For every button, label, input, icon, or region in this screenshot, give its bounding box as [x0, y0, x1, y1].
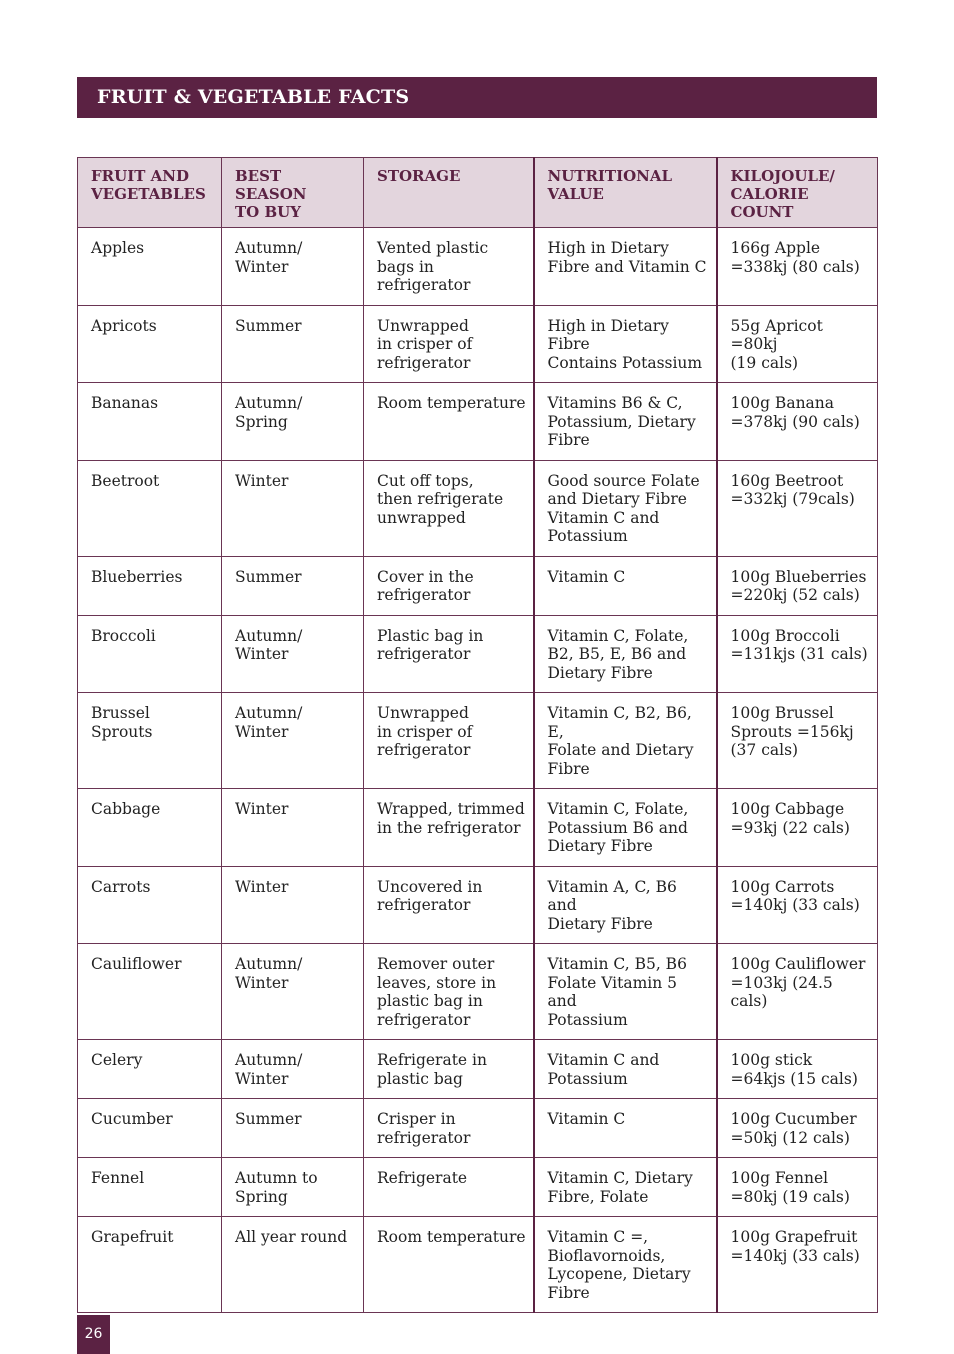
best-season-cell: Autumn/ Winter — [222, 693, 364, 789]
table-row — [78, 305, 878, 383]
table-row — [78, 866, 878, 944]
best-season-cell: Autumn/ Winter — [222, 615, 364, 693]
nutritional-value-cell: Vitamin C, Folate, B2, B5, E, B6 and Dietary Fibre — [534, 615, 717, 693]
item-name-cell: Broccoli — [78, 615, 222, 693]
item-name-cell: Carrots — [78, 866, 222, 944]
nutritional-value-cell: High in Dietary Fibre and Vitamin C — [534, 228, 717, 306]
table-row — [78, 1099, 878, 1158]
kilojoule-cell: 55g Apricot =80kj (19 cals) — [717, 305, 878, 383]
header-storage: STORAGE — [364, 158, 534, 228]
page-number — [77, 1315, 110, 1354]
item-name-cell: Brussel Sprouts — [78, 693, 222, 789]
storage-cell: Room temperature — [364, 383, 534, 461]
storage-cell: Unwrapped in crisper of refrigerator — [364, 693, 534, 789]
best-season-cell: Winter — [222, 460, 364, 556]
storage-cell: Refrigerate — [364, 1158, 534, 1217]
kilojoule-cell: 100g Carrots =140kj (33 cals) — [717, 866, 878, 944]
section-title-banner — [77, 77, 877, 118]
item-name-cell: Fennel — [78, 1158, 222, 1217]
table-row — [78, 615, 878, 693]
table-row — [78, 228, 878, 306]
table-header-row — [78, 158, 878, 228]
storage-cell: Wrapped, trimmed in the refrigerator — [364, 789, 534, 867]
kilojoule-cell: 100g Broccoli =131kjs (31 cals) — [717, 615, 878, 693]
header-fruit-and-vegetables: FRUIT AND VEGETABLES — [78, 158, 222, 228]
item-name-cell: Blueberries — [78, 556, 222, 615]
item-name-cell: Apricots — [78, 305, 222, 383]
nutritional-value-cell: Vitamin C, B5, B6 Folate Vitamin 5 and Potassium — [534, 944, 717, 1040]
best-season-cell: Winter — [222, 789, 364, 867]
header-kilojoule-calorie-count: KILOJOULE/ CALORIE COUNT — [717, 158, 878, 228]
kilojoule-cell: 100g Brussel Sprouts =156kj (37 cals) — [717, 693, 878, 789]
nutritional-value-cell: Vitamin C, Folate, Potassium B6 and Dietary Fibre — [534, 789, 717, 867]
item-name-cell: Cabbage — [78, 789, 222, 867]
storage-cell: Cut off tops, then refrigerate unwrapped — [364, 460, 534, 556]
table-row — [78, 383, 878, 461]
best-season-cell: Summer — [222, 556, 364, 615]
item-name-cell: Grapefruit — [78, 1217, 222, 1313]
nutritional-value-cell: Vitamin C, Dietary Fibre, Folate — [534, 1158, 717, 1217]
best-season-cell: Autumn/ Spring — [222, 383, 364, 461]
best-season-cell: Summer — [222, 1099, 364, 1158]
kilojoule-cell: 100g Cabbage =93kj (22 cals) — [717, 789, 878, 867]
kilojoule-cell: 166g Apple =338kj (80 cals) — [717, 228, 878, 306]
table-row — [78, 1217, 878, 1313]
item-name-cell: Celery — [78, 1040, 222, 1099]
kilojoule-cell: 100g Cucumber =50kj (12 cals) — [717, 1099, 878, 1158]
kilojoule-cell: 100g Cauliflower =103kj (24.5 cals) — [717, 944, 878, 1040]
kilojoule-cell: 100g Banana =378kj (90 cals) — [717, 383, 878, 461]
item-name-cell: Bananas — [78, 383, 222, 461]
storage-cell: Cover in the refrigerator — [364, 556, 534, 615]
table-row — [78, 460, 878, 556]
item-name-cell: Cauliflower — [78, 944, 222, 1040]
kilojoule-cell: 100g Grapefruit =140kj (33 cals) — [717, 1217, 878, 1313]
table-row — [78, 789, 878, 867]
kilojoule-cell: 160g Beetroot =332kj (79cals) — [717, 460, 878, 556]
item-name-cell: Beetroot — [78, 460, 222, 556]
table-row — [78, 1040, 878, 1099]
kilojoule-cell: 100g Fennel =80kj (19 cals) — [717, 1158, 878, 1217]
storage-cell: Vented plastic bags in refrigerator — [364, 228, 534, 306]
header-best-season: BEST SEASON TO BUY — [222, 158, 364, 228]
best-season-cell: Autumn/ Winter — [222, 1040, 364, 1099]
nutritional-value-cell: Vitamin C and Potassium — [534, 1040, 717, 1099]
table-row — [78, 1158, 878, 1217]
nutritional-value-cell: Good source Folate and Dietary Fibre Vitamin C and Potassium — [534, 460, 717, 556]
nutritional-value-cell: Vitamin C — [534, 556, 717, 615]
table-row — [78, 556, 878, 615]
best-season-cell: All year round — [222, 1217, 364, 1313]
best-season-cell: Summer — [222, 305, 364, 383]
best-season-cell: Autumn to Spring — [222, 1158, 364, 1217]
storage-cell: Uncovered in refrigerator — [364, 866, 534, 944]
nutritional-value-cell: Vitamins B6 & C, Potassium, Dietary Fibre — [534, 383, 717, 461]
table-row — [78, 944, 878, 1040]
storage-cell: Remover outer leaves, store in plastic bag in refrigerator — [364, 944, 534, 1040]
fruit-vegetable-table — [77, 157, 878, 1313]
nutritional-value-cell: Vitamin C =, Bioflavornoids, Lycopene, Dietary Fibre — [534, 1217, 717, 1313]
nutritional-value-cell: High in Dietary Fibre Contains Potassium — [534, 305, 717, 383]
storage-cell: Refrigerate in plastic bag — [364, 1040, 534, 1099]
item-name-cell: Cucumber — [78, 1099, 222, 1158]
nutritional-value-cell: Vitamin C — [534, 1099, 717, 1158]
kilojoule-cell: 100g stick =64kjs (15 cals) — [717, 1040, 878, 1099]
header-nutritional-value: NUTRITIONAL VALUE — [534, 158, 717, 228]
best-season-cell: Winter — [222, 866, 364, 944]
kilojoule-cell: 100g Blueberries =220kj (52 cals) — [717, 556, 878, 615]
storage-cell: Crisper in refrigerator — [364, 1099, 534, 1158]
table-body — [78, 228, 878, 1313]
storage-cell: Room temperature — [364, 1217, 534, 1313]
item-name-cell: Apples — [78, 228, 222, 306]
best-season-cell: Autumn/ Winter — [222, 228, 364, 306]
table-row — [78, 693, 878, 789]
storage-cell: Plastic bag in refrigerator — [364, 615, 534, 693]
page-number-label: 26 — [84, 1326, 103, 1342]
nutritional-value-cell: Vitamin A, C, B6 and Dietary Fibre — [534, 866, 717, 944]
storage-cell: Unwrapped in crisper of refrigerator — [364, 305, 534, 383]
nutritional-value-cell: Vitamin C, B2, B6, E, Folate and Dietary Fibre — [534, 693, 717, 789]
section-title: FRUIT & VEGETABLE FACTS — [97, 86, 410, 108]
best-season-cell: Autumn/ Winter — [222, 944, 364, 1040]
